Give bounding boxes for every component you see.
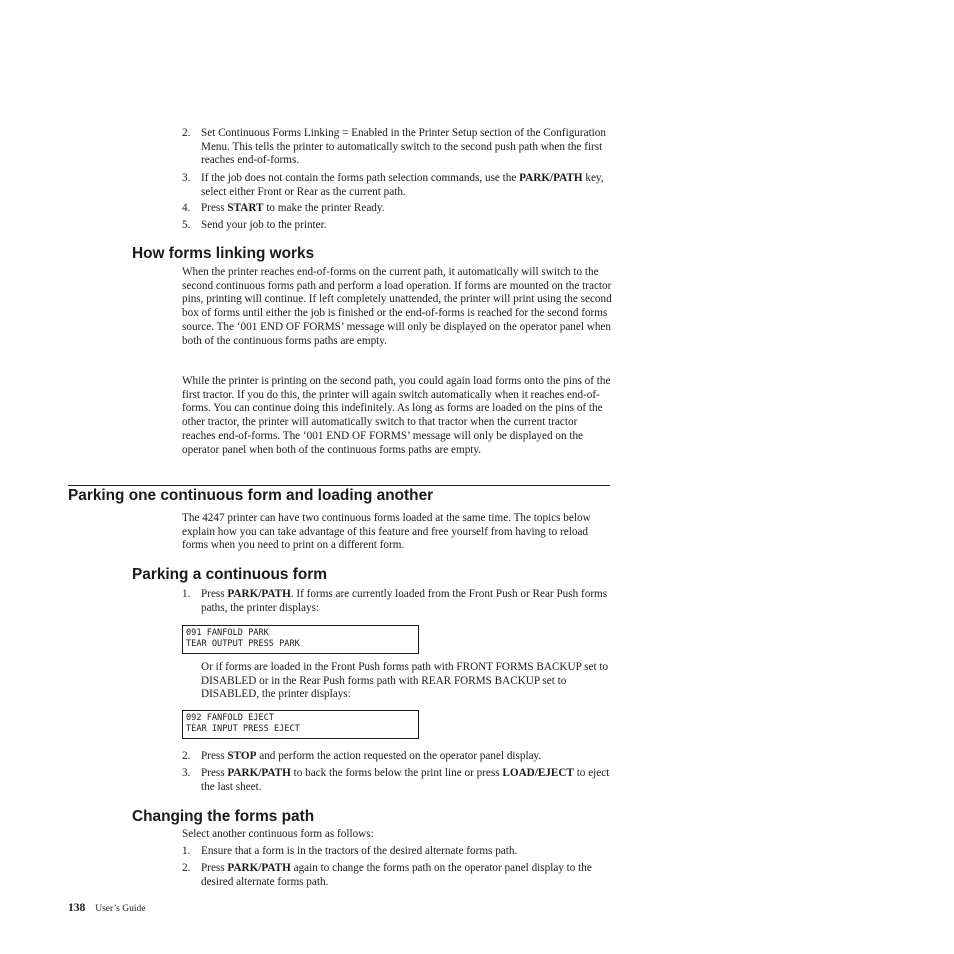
section-heading: Changing the forms path (132, 808, 315, 825)
operator-panel-display (182, 710, 419, 739)
key-name: LOAD/EJECT (502, 767, 574, 779)
section-heading: Parking a continuous form (132, 566, 327, 583)
list-number: 1. (182, 845, 191, 857)
list-number: 2. (182, 127, 191, 139)
list-number: 3. (182, 172, 191, 184)
page-number: 138 (68, 902, 86, 914)
footer-title: User’s Guide (95, 904, 146, 914)
list-item (182, 219, 612, 233)
list-number: 5. (182, 219, 191, 231)
section-heading: Parking one continuous form and loading another (68, 487, 434, 504)
list-text: Send your job to the printer. (201, 219, 327, 231)
section-rule (68, 485, 610, 486)
list-item (182, 127, 612, 168)
paragraph: Or if forms are loaded in the Front Push forms path with FRONT FORMS BACKUP set to DISABLED or in the Rear Push forms path with REAR FORMS BACKUP set to DISABLED, the printer displays: (201, 661, 609, 701)
list-item: 3. Press PARK/PATH to back the forms below the print line or press LOAD/EJECT to eject the last sheet. (182, 767, 610, 793)
list-item: 1. Press PARK/PATH. If forms are currently loaded from the Front Push or Rear Push forms paths, the printer displays: (182, 588, 608, 614)
list-item: 4. Press START to make the printer Ready. (182, 202, 385, 214)
paragraph: While the printer is printing on the second path, you could again load forms onto the pins of the first tractor. If you do this, the printer will again switch automatically when it reaches end-of-forms. You can continue doing this indefinitely. As long as forms are loaded on the pins of the other tractor, the printer will automatically switch to that tractor when the current tractor reaches end-of-forms. The ‘001 END OF FORMS’ message will only be displayed on the operator panel when both of the continuous forms paths are empty. (182, 375, 611, 456)
panel-line: TEAR OUTPUT PRESS PARK (186, 639, 300, 650)
key-name: START (227, 202, 264, 214)
list-text: Set Continuous Forms Linking = Enabled in the Printer Setup section of the Configuration Menu. This tells the printer to automatically switch to the second push path when the first reaches end-of-forms. (201, 127, 606, 167)
list-item: 3. If the job does not contain the forms path selection commands, use the PARK/PATH key, select either Front or Rear as the current path. (182, 172, 604, 198)
key-name: PARK/PATH (227, 767, 291, 779)
list-item: 2. Press PARK/PATH again to change the forms path on the operator panel display to the desired alternate forms path. (182, 862, 592, 888)
paragraph: The 4247 printer can have two continuous forms loaded at the same time. The topics below explain how you can take advantage of this feature and free yourself from having to reload forms when you need to print on a different form. (182, 512, 591, 552)
key-name: PARK/PATH (227, 862, 291, 874)
section-heading: How forms linking works (132, 245, 315, 262)
list-number: 4. (182, 202, 191, 214)
list-number: 2. (182, 862, 191, 874)
paragraph: When the printer reaches end-of-forms on the current path, it automatically will switch to the second continuous forms path and perform a load operation. If forms are mounted on the tractor pins, printing will continue. If left completely unattended, the printer will print using the second box of forms until either the job is finished or the end-of-forms is reached for the second forms source. The ‘001 END OF FORMS’ message will only be displayed on the operator panel when both of the continuous forms paths are empty. (182, 266, 612, 347)
key-name: PARK/PATH (227, 588, 291, 600)
key-name: STOP (227, 750, 257, 762)
key-name: PARK/PATH (519, 172, 583, 184)
panel-line: 092 FANFOLD EJECT (186, 713, 274, 723)
list-text: Ensure that a form is in the tractors of the desired alternate forms path. (201, 845, 518, 857)
list-number: 3. (182, 767, 191, 779)
list-number: 1. (182, 588, 191, 600)
paragraph: Select another continuous form as follows: (182, 828, 374, 840)
operator-panel-display (182, 625, 419, 654)
page-footer (68, 902, 145, 914)
panel-line: 091 FANFOLD PARK (186, 628, 269, 638)
panel-line: TEAR INPUT PRESS EJECT (186, 724, 300, 735)
list-number: 2. (182, 750, 191, 762)
list-item: 2. Press STOP and perform the action requested on the operator panel display. (182, 750, 542, 762)
list-item (182, 845, 612, 859)
